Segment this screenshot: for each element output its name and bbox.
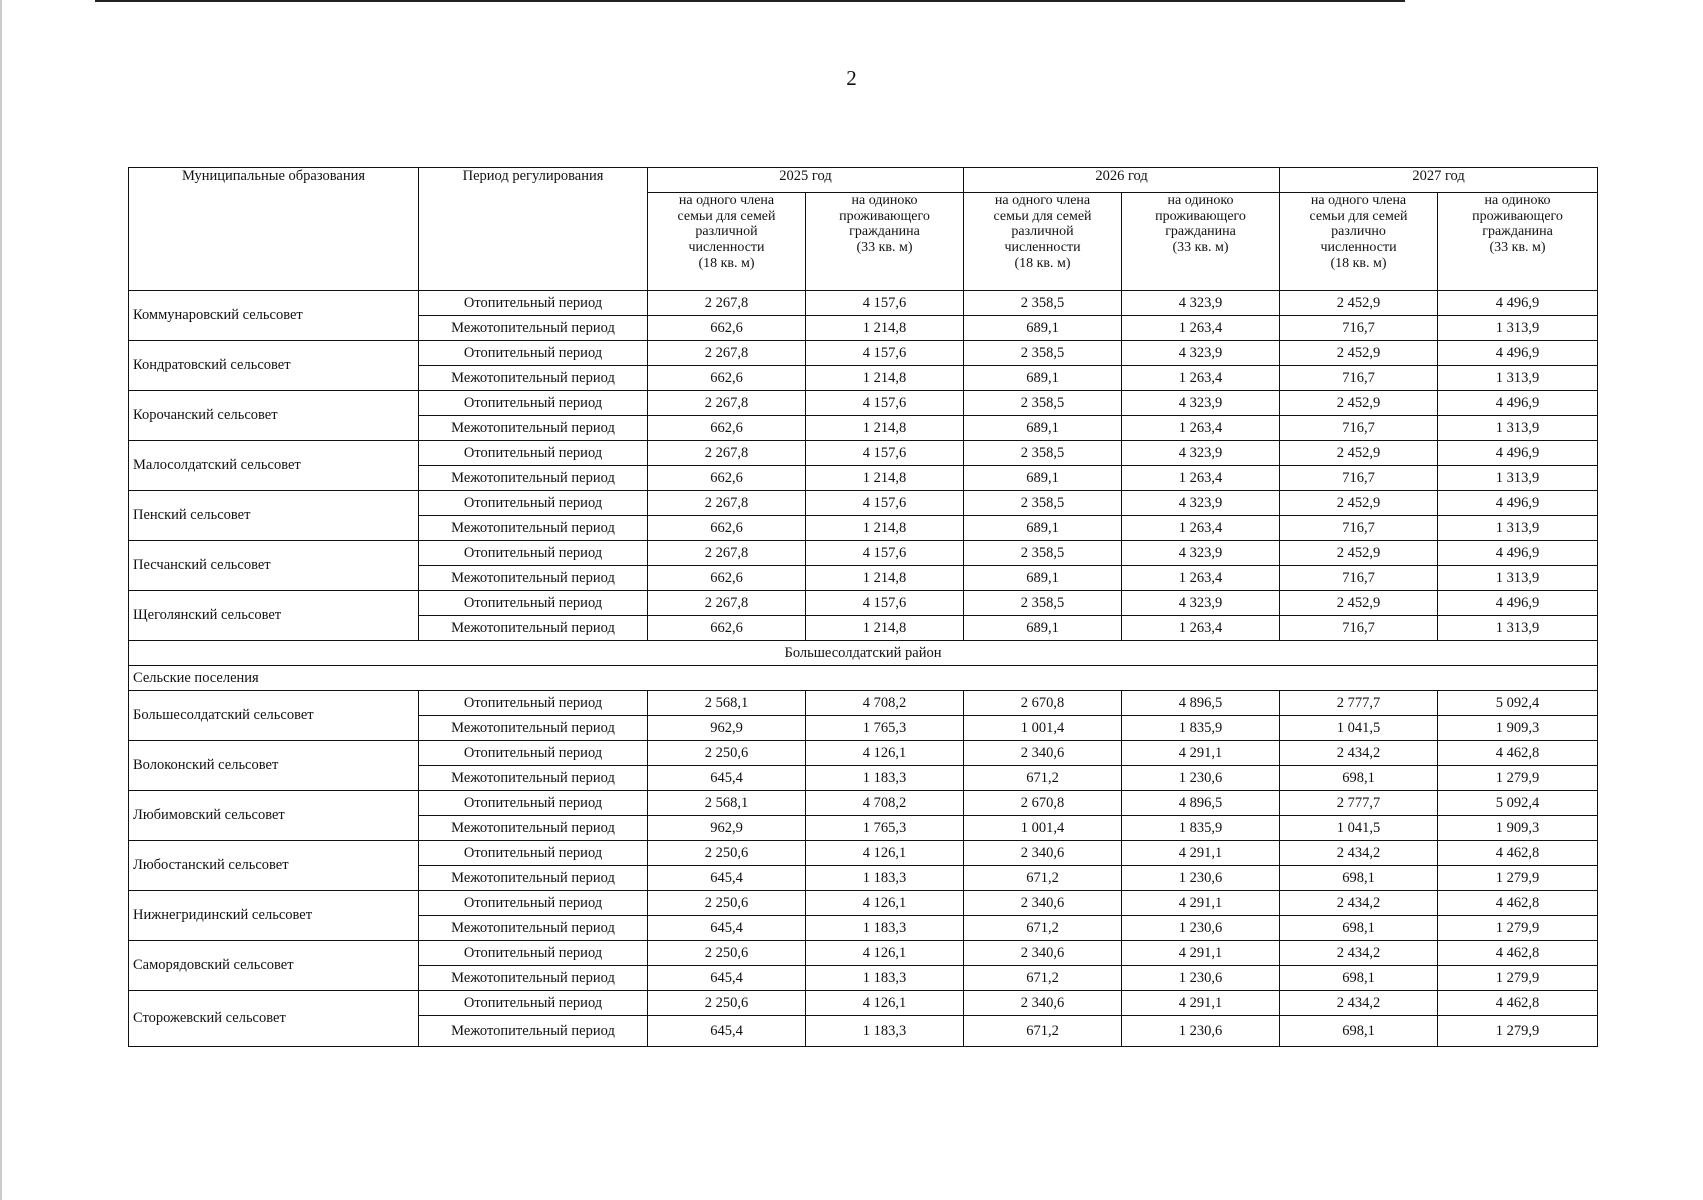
municipality-name: Большесолдатский сельсовет <box>129 691 419 741</box>
header-subcolumn <box>806 193 964 291</box>
tariff-value: 4 896,5 <box>1122 691 1280 716</box>
period-label: Межотопительный период <box>419 1016 648 1047</box>
table-row <box>129 841 1598 866</box>
tariff-value: 716,7 <box>1280 516 1438 541</box>
tariff-value: 4 708,2 <box>806 791 964 816</box>
tariff-value: 2 452,9 <box>1280 391 1438 416</box>
tariff-value: 2 250,6 <box>648 941 806 966</box>
tariff-value: 1 279,9 <box>1438 966 1598 991</box>
header-subcolumn-line: (33 кв. м) <box>856 240 913 256</box>
tariff-value: 2 358,5 <box>964 491 1122 516</box>
tariff-value: 962,9 <box>648 716 806 741</box>
tariff-value: 2 434,2 <box>1280 841 1438 866</box>
period-label: Межотопительный период <box>419 866 648 891</box>
tariff-value: 1 214,8 <box>806 316 964 341</box>
period-label: Межотопительный период <box>419 566 648 591</box>
tariff-value: 671,2 <box>964 766 1122 791</box>
tariff-value: 4 323,9 <box>1122 541 1280 566</box>
tariff-value: 662,6 <box>648 616 806 641</box>
tariff-value: 4 496,9 <box>1438 541 1598 566</box>
tariff-value: 689,1 <box>964 416 1122 441</box>
table-row <box>129 441 1598 466</box>
period-label: Отопительный период <box>419 491 648 516</box>
table-row <box>129 991 1598 1016</box>
tariff-value: 671,2 <box>964 866 1122 891</box>
tariff-value: 4 323,9 <box>1122 591 1280 616</box>
header-subcolumn-line: на одного члена <box>994 193 1091 208</box>
table-row <box>129 891 1598 916</box>
period-label: Межотопительный период <box>419 466 648 491</box>
header-subcolumn-line: численности <box>688 240 765 256</box>
tariff-value: 4 896,5 <box>1122 791 1280 816</box>
tariff-value: 1 183,3 <box>806 866 964 891</box>
tariff-value: 662,6 <box>648 366 806 391</box>
tariff-value: 4 157,6 <box>806 391 964 416</box>
tariff-value: 4 708,2 <box>806 691 964 716</box>
tariff-value: 2 358,5 <box>964 391 1122 416</box>
header-year-2026: 2026 год <box>964 168 1280 193</box>
tariff-value: 2 250,6 <box>648 841 806 866</box>
tariff-value: 4 323,9 <box>1122 341 1280 366</box>
municipality-name: Кондратовский сельсовет <box>129 341 419 391</box>
municipality-name: Саморядовский сельсовет <box>129 941 419 991</box>
page-top-edge <box>95 0 1405 2</box>
tariff-value: 689,1 <box>964 566 1122 591</box>
tariff-value: 1 313,9 <box>1438 316 1598 341</box>
header-subcolumn-line: различно <box>1331 224 1386 240</box>
header-subcolumn-line: на одиноко <box>1484 193 1551 208</box>
tariff-value: 4 157,6 <box>806 291 964 316</box>
municipality-name: Любостанский сельсовет <box>129 841 419 891</box>
tariff-value: 2 434,2 <box>1280 891 1438 916</box>
tariff-value: 4 291,1 <box>1122 841 1280 866</box>
header-subcolumn-line: численности <box>1004 240 1081 256</box>
municipality-name: Щеголянский сельсовет <box>129 591 419 641</box>
tariff-value: 1 263,4 <box>1122 416 1280 441</box>
tariff-value: 2 358,5 <box>964 291 1122 316</box>
tariff-value: 2 250,6 <box>648 741 806 766</box>
period-label: Отопительный период <box>419 691 648 716</box>
tariff-value: 1 183,3 <box>806 916 964 941</box>
tariff-value: 1 183,3 <box>806 766 964 791</box>
tariff-value: 2 267,8 <box>648 341 806 366</box>
tariff-value: 1 230,6 <box>1122 916 1280 941</box>
tariff-value: 1 909,3 <box>1438 816 1598 841</box>
tariff-value: 689,1 <box>964 616 1122 641</box>
tariff-value: 2 670,8 <box>964 691 1122 716</box>
tariff-value: 698,1 <box>1280 1016 1438 1047</box>
period-label: Отопительный период <box>419 841 648 866</box>
tariff-value: 662,6 <box>648 516 806 541</box>
tariff-value: 1 835,9 <box>1122 816 1280 841</box>
header-subcolumn-line: на одного члена <box>1310 193 1407 208</box>
tariff-value: 662,6 <box>648 566 806 591</box>
tariff-value: 1 001,4 <box>964 716 1122 741</box>
tariff-value: 2 434,2 <box>1280 991 1438 1016</box>
tariff-value: 1 214,8 <box>806 566 964 591</box>
tariff-value: 1 313,9 <box>1438 366 1598 391</box>
header-municipality: Муниципальные образования <box>129 168 419 291</box>
group-label: Сельские поселения <box>129 666 1598 691</box>
tariff-value: 1 279,9 <box>1438 866 1598 891</box>
municipality-name: Песчанский сельсовет <box>129 541 419 591</box>
tariff-value: 2 340,6 <box>964 991 1122 1016</box>
tariff-value: 689,1 <box>964 366 1122 391</box>
tariff-value: 4 462,8 <box>1438 841 1598 866</box>
period-label: Отопительный период <box>419 591 648 616</box>
tariff-value: 5 092,4 <box>1438 791 1598 816</box>
tariff-value: 698,1 <box>1280 966 1438 991</box>
header-subcolumn-line: (33 кв. м) <box>1172 240 1229 256</box>
tariff-value: 716,7 <box>1280 416 1438 441</box>
period-label: Отопительный период <box>419 541 648 566</box>
header-subcolumn <box>964 193 1122 291</box>
header-subcolumn <box>1122 193 1280 291</box>
tariff-value: 4 157,6 <box>806 441 964 466</box>
tariff-value: 1 313,9 <box>1438 466 1598 491</box>
tariff-value: 4 462,8 <box>1438 941 1598 966</box>
tariff-value: 1 313,9 <box>1438 616 1598 641</box>
tariff-value: 2 434,2 <box>1280 741 1438 766</box>
tariff-value: 2 670,8 <box>964 791 1122 816</box>
tariff-value: 698,1 <box>1280 916 1438 941</box>
tariff-value: 2 452,9 <box>1280 291 1438 316</box>
tariff-value: 1 214,8 <box>806 516 964 541</box>
period-label: Межотопительный период <box>419 966 648 991</box>
tariff-value: 2 452,9 <box>1280 341 1438 366</box>
header-subcolumn-line: проживающего <box>839 208 930 224</box>
municipality-name: Нижнегридинский сельсовет <box>129 891 419 941</box>
header-subcolumn-line: различной <box>1011 224 1074 240</box>
header-subcolumn <box>1280 193 1438 291</box>
tariff-value: 698,1 <box>1280 866 1438 891</box>
header-subcolumn-line: (18 кв. м) <box>1014 255 1071 271</box>
tariff-value: 1 230,6 <box>1122 866 1280 891</box>
tariff-value: 4 157,6 <box>806 491 964 516</box>
period-label: Межотопительный период <box>419 516 648 541</box>
tariff-value: 2 267,8 <box>648 441 806 466</box>
municipality-name: Корочанский сельсовет <box>129 391 419 441</box>
tariff-value: 4 126,1 <box>806 841 964 866</box>
tariff-value: 2 452,9 <box>1280 441 1438 466</box>
tariff-value: 4 496,9 <box>1438 341 1598 366</box>
table-row <box>129 341 1598 366</box>
header-subcolumn-line: проживающего <box>1155 208 1246 224</box>
tariff-value: 2 568,1 <box>648 691 806 716</box>
header-subcolumn-line: семьи для семей <box>993 208 1092 224</box>
table-row <box>129 741 1598 766</box>
tariff-value: 1 041,5 <box>1280 816 1438 841</box>
period-label: Межотопительный период <box>419 366 648 391</box>
period-label: Отопительный период <box>419 441 648 466</box>
table-row <box>129 691 1598 716</box>
period-label: Отопительный период <box>419 391 648 416</box>
municipality-name: Малосолдатский сельсовет <box>129 441 419 491</box>
tariff-value: 716,7 <box>1280 366 1438 391</box>
tariff-value: 2 267,8 <box>648 591 806 616</box>
municipality-name: Волоконский сельсовет <box>129 741 419 791</box>
tariff-value: 4 496,9 <box>1438 591 1598 616</box>
tariff-value: 2 358,5 <box>964 591 1122 616</box>
header-period: Период регулирования <box>419 168 648 291</box>
header-year-2025: 2025 год <box>648 168 964 193</box>
tariff-value: 4 126,1 <box>806 891 964 916</box>
municipality-name: Сторожевский сельсовет <box>129 991 419 1047</box>
tariff-value: 1 230,6 <box>1122 966 1280 991</box>
header-subcolumn-line: гражданина <box>849 224 920 240</box>
tariff-value: 4 496,9 <box>1438 391 1598 416</box>
tariff-value: 689,1 <box>964 316 1122 341</box>
tariff-value: 5 092,4 <box>1438 691 1598 716</box>
header-year-2027: 2027 год <box>1280 168 1598 193</box>
period-label: Межотопительный период <box>419 766 648 791</box>
tariff-value: 716,7 <box>1280 466 1438 491</box>
header-subcolumn-line: (33 кв. м) <box>1489 240 1546 256</box>
tariff-value: 1 263,4 <box>1122 316 1280 341</box>
tariff-value: 2 250,6 <box>648 891 806 916</box>
period-label: Отопительный период <box>419 791 648 816</box>
tariff-value: 671,2 <box>964 916 1122 941</box>
tariff-value: 1 214,8 <box>806 616 964 641</box>
tariff-value: 689,1 <box>964 516 1122 541</box>
tariff-value: 2 777,7 <box>1280 791 1438 816</box>
period-label: Отопительный период <box>419 341 648 366</box>
tariff-value: 1 263,4 <box>1122 566 1280 591</box>
tariff-value: 671,2 <box>964 966 1122 991</box>
tariff-value: 2 434,2 <box>1280 941 1438 966</box>
header-subcolumn-line: на одного члена <box>678 193 775 208</box>
header-subcolumn-line: (18 кв. м) <box>698 255 755 271</box>
tariff-value: 2 777,7 <box>1280 691 1438 716</box>
tariff-value: 645,4 <box>648 866 806 891</box>
table-row <box>129 391 1598 416</box>
period-label: Отопительный период <box>419 291 648 316</box>
period-label: Межотопительный период <box>419 616 648 641</box>
tariff-value: 1 835,9 <box>1122 716 1280 741</box>
page-number: 2 <box>846 66 857 90</box>
tariff-value: 689,1 <box>964 466 1122 491</box>
period-label: Отопительный период <box>419 741 648 766</box>
tariff-value: 4 157,6 <box>806 341 964 366</box>
tariff-value: 1 263,4 <box>1122 616 1280 641</box>
tariff-value: 645,4 <box>648 1016 806 1047</box>
tariff-value: 1 183,3 <box>806 1016 964 1047</box>
tariff-value: 2 452,9 <box>1280 541 1438 566</box>
tariff-value: 2 568,1 <box>648 791 806 816</box>
period-label: Отопительный период <box>419 891 648 916</box>
municipality-name: Любимовский сельсовет <box>129 791 419 841</box>
tariff-value: 4 496,9 <box>1438 291 1598 316</box>
tariff-value: 1 041,5 <box>1280 716 1438 741</box>
tariff-value: 4 462,8 <box>1438 991 1598 1016</box>
header-subcolumn-line: гражданина <box>1165 224 1236 240</box>
page-left-edge <box>0 0 2 1200</box>
tariff-value: 4 291,1 <box>1122 991 1280 1016</box>
tariff-value: 2 358,5 <box>964 441 1122 466</box>
tariff-value: 1 279,9 <box>1438 766 1598 791</box>
tariff-value: 4 462,8 <box>1438 891 1598 916</box>
tariff-value: 1 263,4 <box>1122 516 1280 541</box>
tariff-value: 4 157,6 <box>806 541 964 566</box>
tariff-value: 671,2 <box>964 1016 1122 1047</box>
tariff-value: 1 313,9 <box>1438 566 1598 591</box>
header-subcolumn-line: на одиноко <box>851 193 918 208</box>
tariff-value: 2 340,6 <box>964 941 1122 966</box>
tariff-value: 1 313,9 <box>1438 416 1598 441</box>
tariff-value: 4 323,9 <box>1122 391 1280 416</box>
tariff-value: 1 214,8 <box>806 416 964 441</box>
period-label: Отопительный период <box>419 991 648 1016</box>
tariff-value: 1 214,8 <box>806 366 964 391</box>
tariff-value: 2 340,6 <box>964 891 1122 916</box>
tariff-value: 2 340,6 <box>964 841 1122 866</box>
tariff-value: 4 323,9 <box>1122 441 1280 466</box>
tariff-value: 645,4 <box>648 916 806 941</box>
period-label: Межотопительный период <box>419 716 648 741</box>
header-subcolumn-line: на одиноко <box>1167 193 1234 208</box>
tariff-value: 4 126,1 <box>806 991 964 1016</box>
tariff-value: 1 263,4 <box>1122 366 1280 391</box>
tariff-value: 1 279,9 <box>1438 916 1598 941</box>
municipality-name: Пенский сельсовет <box>129 491 419 541</box>
tariff-value: 4 126,1 <box>806 941 964 966</box>
header-subcolumn <box>648 193 806 291</box>
tariff-value: 4 291,1 <box>1122 891 1280 916</box>
tariff-value: 1 765,3 <box>806 816 964 841</box>
header-subcolumn <box>1438 193 1598 291</box>
period-label: Межотопительный период <box>419 916 648 941</box>
tariff-value: 2 250,6 <box>648 991 806 1016</box>
tariff-value: 4 157,6 <box>806 591 964 616</box>
period-label: Межотопительный период <box>419 816 648 841</box>
header-subcolumn-line: численности <box>1320 240 1397 256</box>
tariff-value: 1 909,3 <box>1438 716 1598 741</box>
tariff-value: 645,4 <box>648 966 806 991</box>
municipality-name: Коммунаровский сельсовет <box>129 291 419 341</box>
tariff-value: 1 765,3 <box>806 716 964 741</box>
tariff-value: 1 230,6 <box>1122 1016 1280 1047</box>
tariff-value: 4 323,9 <box>1122 291 1280 316</box>
district-heading: Большесолдатский район <box>129 641 1598 666</box>
tariff-value: 4 462,8 <box>1438 741 1598 766</box>
period-label: Межотопительный период <box>419 316 648 341</box>
tariff-value: 1 230,6 <box>1122 766 1280 791</box>
tariff-value: 2 452,9 <box>1280 591 1438 616</box>
header-subcolumn-line: гражданина <box>1482 224 1553 240</box>
tariff-value: 2 358,5 <box>964 541 1122 566</box>
tariff-value: 2 452,9 <box>1280 491 1438 516</box>
tariff-value: 662,6 <box>648 466 806 491</box>
tariff-value: 2 267,8 <box>648 291 806 316</box>
table-row <box>129 541 1598 566</box>
tariff-value: 1 183,3 <box>806 966 964 991</box>
table-row <box>129 791 1598 816</box>
header-subcolumn-line: семьи для семей <box>677 208 776 224</box>
tariff-value: 716,7 <box>1280 566 1438 591</box>
tariff-value: 2 340,6 <box>964 741 1122 766</box>
tariff-value: 2 358,5 <box>964 341 1122 366</box>
header-subcolumn-line: семьи для семей <box>1309 208 1408 224</box>
tariff-value: 2 267,8 <box>648 491 806 516</box>
tariff-value: 662,6 <box>648 416 806 441</box>
tariff-value: 4 126,1 <box>806 741 964 766</box>
header-subcolumn-line: проживающего <box>1472 208 1563 224</box>
period-label: Отопительный период <box>419 941 648 966</box>
tariff-table <box>128 167 1598 1047</box>
tariff-value: 662,6 <box>648 316 806 341</box>
tariff-value: 1 263,4 <box>1122 466 1280 491</box>
tariff-value: 1 313,9 <box>1438 516 1598 541</box>
header-subcolumn-line: различной <box>695 224 758 240</box>
tariff-value: 1 214,8 <box>806 466 964 491</box>
period-label: Межотопительный период <box>419 416 648 441</box>
tariff-value: 4 291,1 <box>1122 741 1280 766</box>
tariff-value: 716,7 <box>1280 616 1438 641</box>
tariff-value: 716,7 <box>1280 316 1438 341</box>
tariff-value: 698,1 <box>1280 766 1438 791</box>
tariff-value: 1 001,4 <box>964 816 1122 841</box>
tariff-value: 4 291,1 <box>1122 941 1280 966</box>
tariff-value: 4 496,9 <box>1438 491 1598 516</box>
tariff-value: 645,4 <box>648 766 806 791</box>
table-row <box>129 941 1598 966</box>
tariff-value: 2 267,8 <box>648 541 806 566</box>
tariff-value: 1 279,9 <box>1438 1016 1598 1047</box>
tariff-value: 4 496,9 <box>1438 441 1598 466</box>
header-subcolumn-line: (18 кв. м) <box>1330 255 1387 271</box>
tariff-value: 4 323,9 <box>1122 491 1280 516</box>
tariff-value: 962,9 <box>648 816 806 841</box>
table-row <box>129 491 1598 516</box>
tariff-value: 2 267,8 <box>648 391 806 416</box>
table-row <box>129 591 1598 616</box>
table-row <box>129 291 1598 316</box>
